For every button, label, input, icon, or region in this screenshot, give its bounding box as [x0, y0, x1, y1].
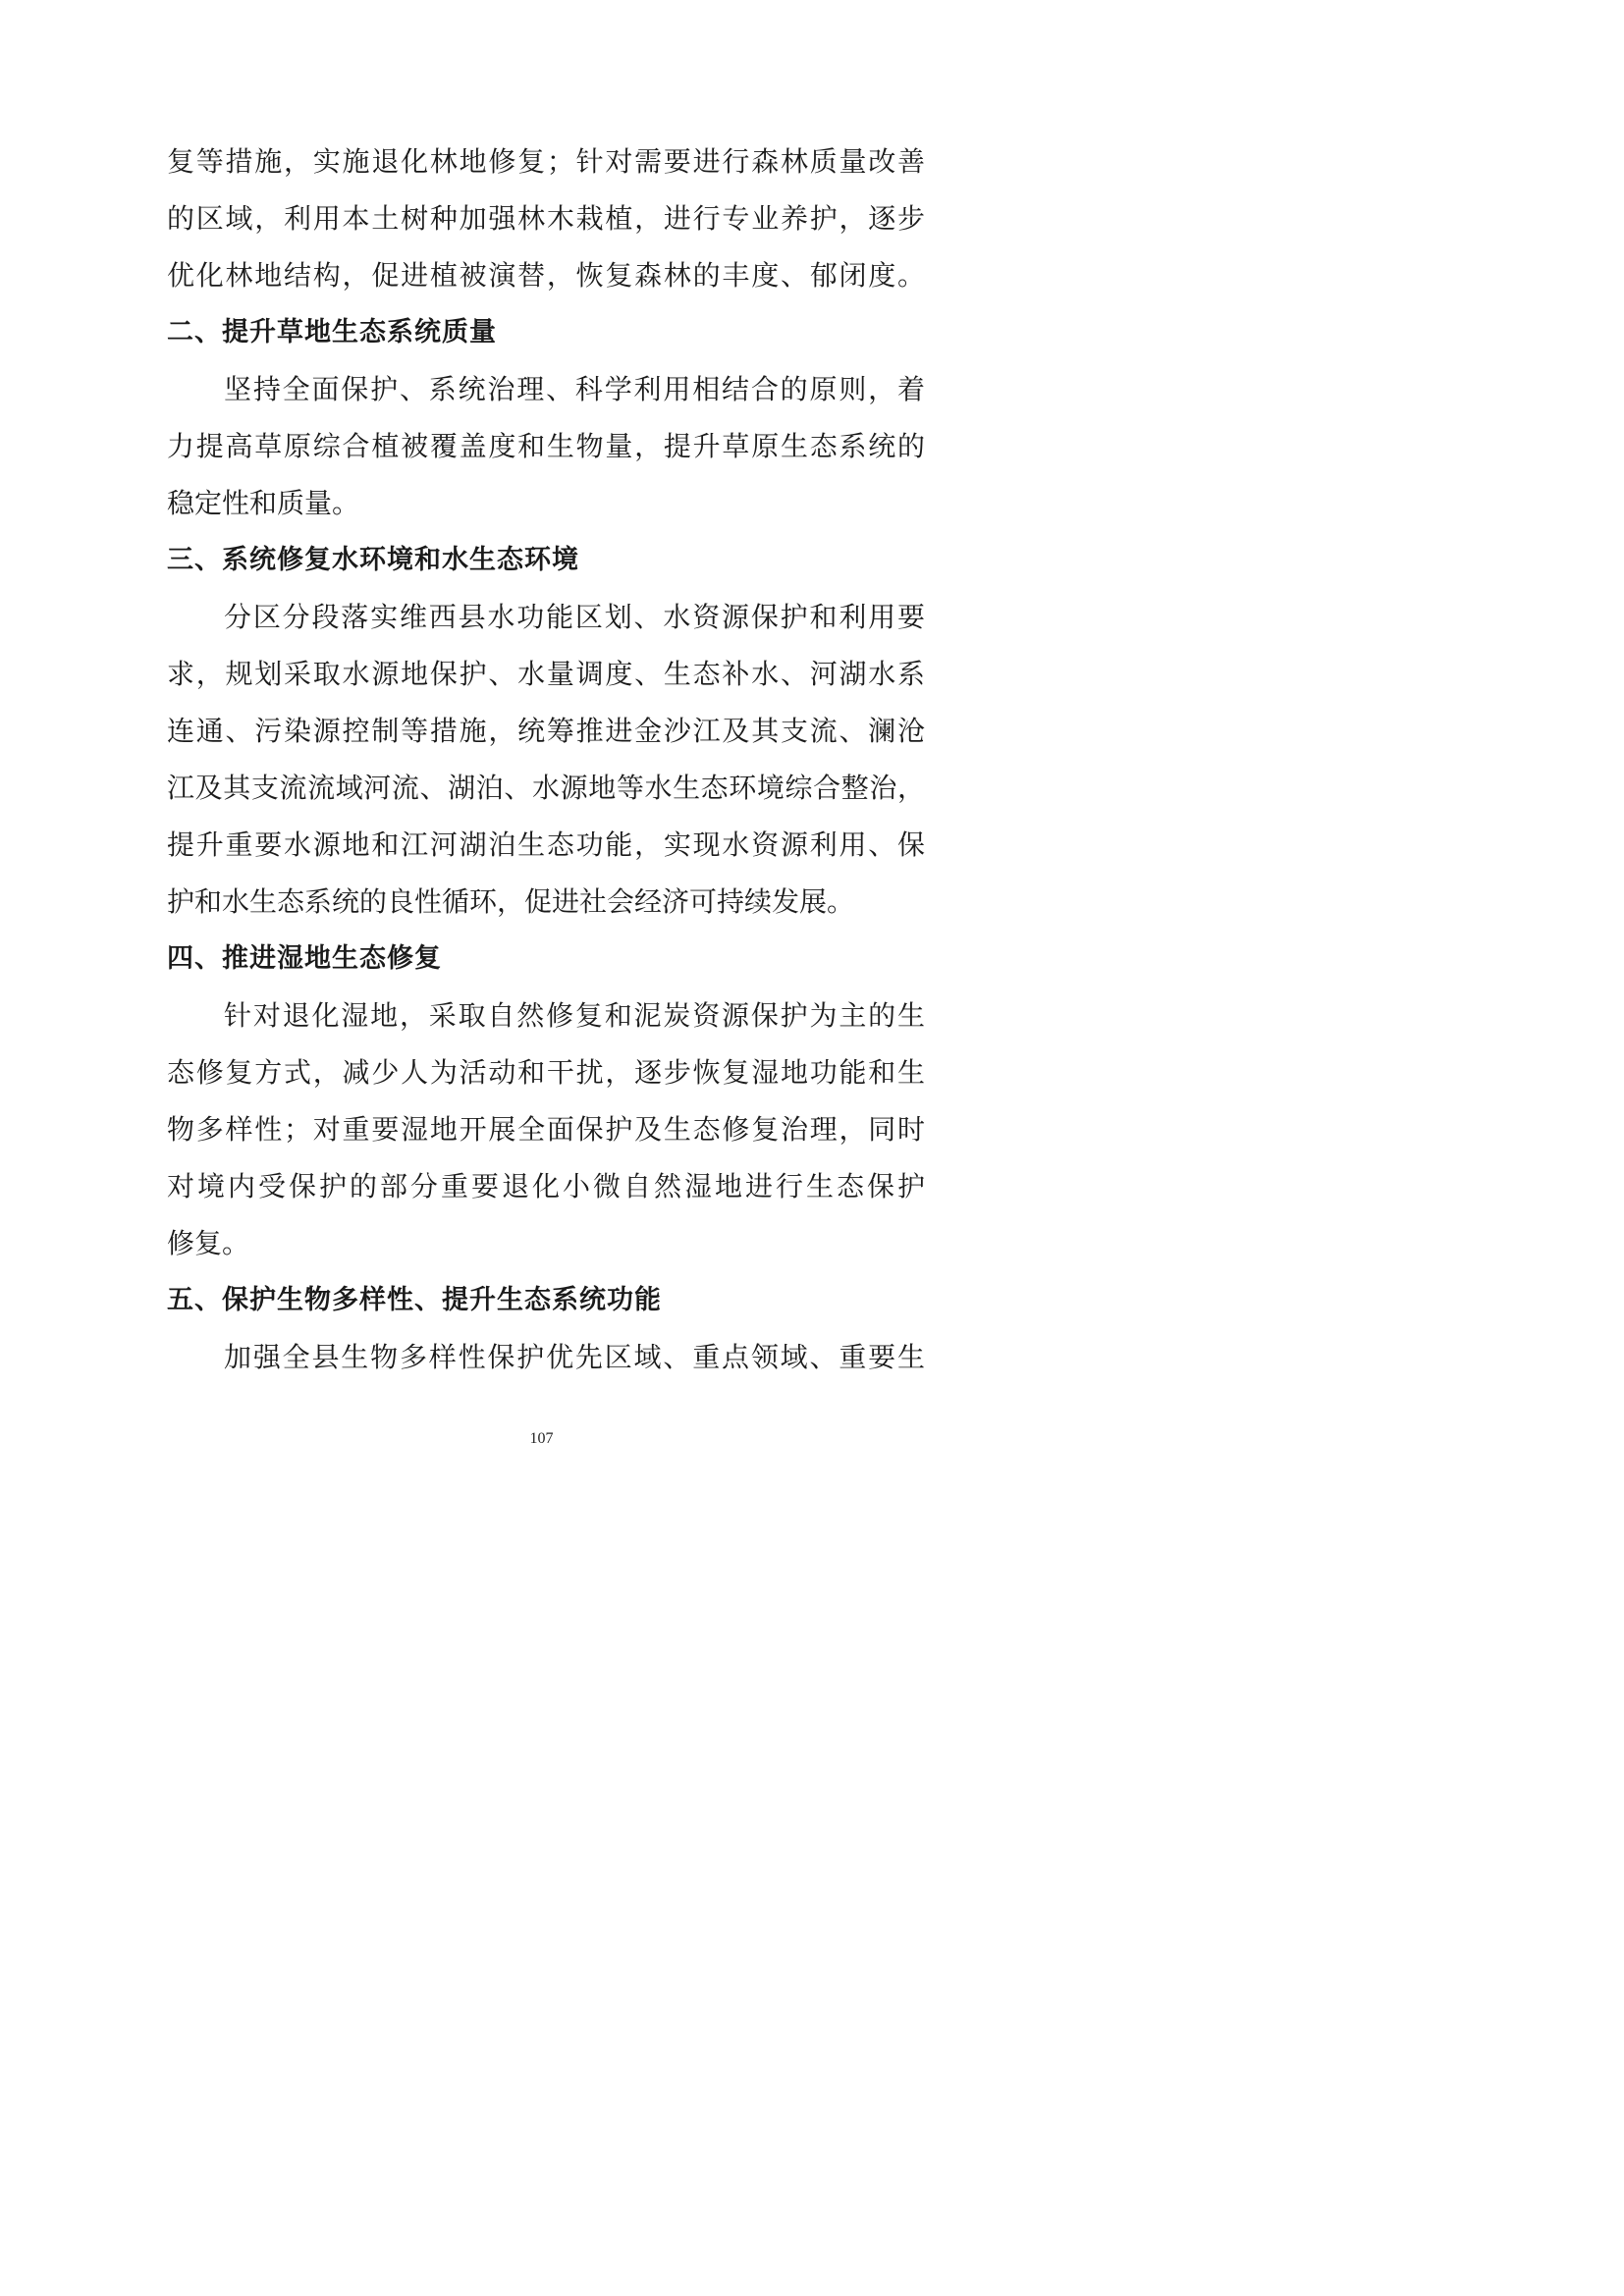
paragraph-line: 提升重要水源地和江河湖泊生态功能，实现水资源利用、保: [167, 828, 925, 861]
section-heading: 二、提升草地生态系统质量: [167, 317, 497, 347]
section-heading: 三、系统修复水环境和水生态环境: [167, 545, 579, 575]
paragraph-line: 坚持全面保护、系统治理、科学利用相结合的原则，着: [224, 373, 925, 405]
paragraph-line: 江及其支流流域河流、湖泊、水源地等水生态环境综合整治，: [167, 772, 925, 804]
paragraph-line: 连通、污染源控制等措施，统筹推进金沙江及其支流、澜沧: [167, 715, 925, 747]
paragraph-line: 求，规划采取水源地保护、水量调度、生态补水、河湖水系: [167, 658, 925, 690]
paragraph-line: 加强全县生物多样性保护优先区域、重点领域、重要生: [224, 1341, 925, 1373]
document-page: [0, 0, 1083, 1530]
section-heading: 五、保护生物多样性、提升生态系统功能: [167, 1285, 662, 1315]
paragraph-line: 针对退化湿地，采取自然修复和泥炭资源保护为主的生: [224, 999, 925, 1032]
paragraph-line: 优化林地结构，促进植被演替，恢复森林的丰度、郁闭度。: [167, 259, 925, 292]
paragraph-line: 护和水生态系统的良性循环，促进社会经济可持续发展。: [167, 885, 855, 918]
paragraph-line: 力提高草原综合植被覆盖度和生物量，提升草原生态系统的: [167, 430, 925, 462]
paragraph-line: 的区域，利用本土树种加强林木栽植，进行专业养护，逐步: [167, 202, 925, 235]
page-number: 107: [529, 1430, 554, 1447]
paragraph-line: 分区分段落实维西县水功能区划、水资源保护和利用要: [224, 601, 925, 633]
section-heading: 四、推进湿地生态修复: [167, 943, 442, 974]
paragraph-line: 修复。: [167, 1227, 250, 1259]
paragraph-line: 复等措施，实施退化林地修复；针对需要进行森林质量改善: [167, 145, 925, 178]
paragraph-line: 对境内受保护的部分重要退化小微自然湿地进行生态保护: [167, 1170, 925, 1202]
paragraph-line: 态修复方式，减少人为活动和干扰，逐步恢复湿地功能和生: [167, 1056, 925, 1089]
paragraph-line: 物多样性；对重要湿地开展全面保护及生态修复治理，同时: [167, 1113, 925, 1146]
paragraph-line: 稳定性和质量。: [167, 487, 360, 519]
